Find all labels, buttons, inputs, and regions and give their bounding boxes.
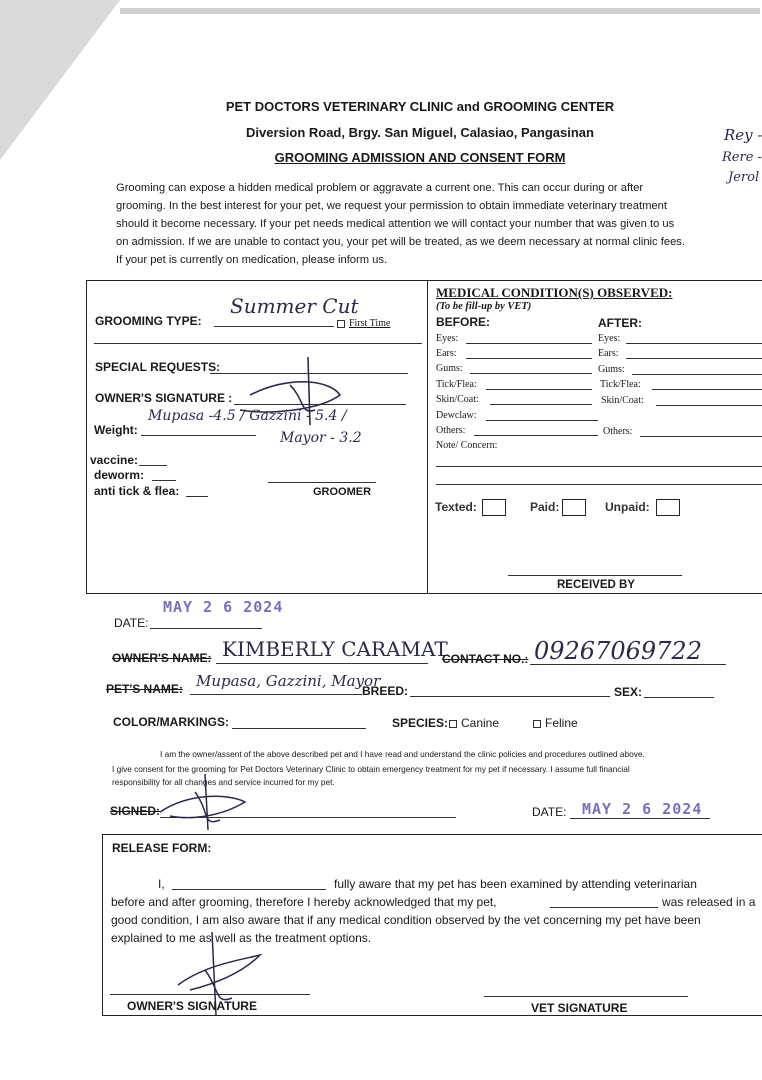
special-requests-label: SPECIAL REQUESTS: <box>95 360 221 374</box>
signed-label: SIGNED: <box>110 804 161 818</box>
consent-line: I give consent for the grooming for Pet Doctors Veterinary Clinic to obtain emergency treatment for my pet if necessary. I assume full financial <box>112 764 630 774</box>
margin-note-3: Jerol <box>728 170 760 185</box>
paid-label: Paid: <box>530 500 560 514</box>
before-gums-line <box>470 373 592 374</box>
owner-name-label: OWNER'S NAME: <box>112 651 212 665</box>
owner-sig-label: OWNER'S SIGNATURE <box>127 999 257 1013</box>
date-stamp: MAY 2 6 2024 <box>163 598 284 616</box>
note-line <box>436 484 762 485</box>
deworm-line <box>152 480 176 481</box>
before-dewclaw: Dewclaw: <box>436 410 477 421</box>
received-by-line <box>508 575 682 576</box>
before-gums: Gums: <box>436 363 463 374</box>
checkbox[interactable] <box>533 720 541 728</box>
grooming-type-label: GROOMING TYPE: <box>95 314 202 328</box>
paid-checkbox[interactable] <box>562 499 586 516</box>
grooming-type-value: Summer Cut <box>230 294 359 318</box>
vaccine-line <box>139 465 167 466</box>
species-label: SPECIES: <box>392 716 449 730</box>
release-line1: fully aware that my pet has been examined by attending veterinarian <box>334 877 697 891</box>
canine-option[interactable]: Canine <box>449 716 499 730</box>
pet-name-label: PET'S NAME: <box>106 682 183 696</box>
after-ears-line <box>626 358 762 359</box>
intro-line: should it become necessary. If your pet needs medical attention we will contact your number that was given to us <box>116 218 675 230</box>
signed-date-line <box>570 818 710 819</box>
clinic-name: PET DOCTORS VETERINARY CLINIC and GROOMING CENTER <box>225 99 615 114</box>
grooming-extra-line <box>94 343 422 344</box>
grooming-type-line <box>214 326 334 327</box>
after-ears: Ears: <box>598 348 619 359</box>
margin-note-2: Rere - <box>722 150 762 165</box>
first-time-checkbox[interactable]: First Time <box>337 318 390 329</box>
release-line3: good condition, I am also aware that if any medical condition observed by the vet concerning my pet have been <box>111 913 701 927</box>
checkbox[interactable] <box>337 320 345 328</box>
pet-name-value: Mupasa, Gazzini, Mayor <box>196 672 381 690</box>
intro-line: Grooming can expose a hidden medical problem or aggravate a current one. This can occur during or after <box>116 182 644 194</box>
after-label: AFTER: <box>598 316 642 330</box>
after-skincoat-line <box>656 405 762 406</box>
after-others-line <box>640 436 762 437</box>
pet-name-line <box>190 694 362 695</box>
weight-value-2: Mayor - 3.2 <box>280 430 362 446</box>
date-label: DATE: <box>114 616 149 630</box>
after-others: Others: <box>603 426 633 437</box>
contact-label: CONTACT NO.: <box>442 652 529 666</box>
groomer-label: GROOMER <box>313 486 372 498</box>
vaccine-label: vaccine: <box>90 453 139 467</box>
release-line4: explained to me as well as the treatment options. <box>111 931 372 945</box>
intro-line: If your pet is currently on medication, please inform us. <box>116 254 388 266</box>
before-others-line <box>474 435 598 436</box>
release-pet-line <box>550 907 658 908</box>
before-tickflea: Tick/Flea: <box>436 379 477 390</box>
vet-sig-line <box>484 996 688 997</box>
medical-subtitle: (To be fill-up by VET) <box>436 301 532 312</box>
before-dewclaw-line <box>486 420 598 421</box>
before-skincoat: Skin/Coat: <box>436 394 479 405</box>
owner-name-value: KIMBERLY CARAMAT <box>222 637 448 661</box>
groomer-line <box>268 482 376 483</box>
release-line2a: before and after grooming, therefore I hereby acknowledged that my pet, <box>111 895 497 909</box>
intro-line: on admission. If we are unable to contact you, your pet will be treated, as we deem necessary at normal clinic fees. <box>116 236 685 248</box>
note-line <box>436 466 762 467</box>
signed-date-stamp: MAY 2 6 2024 <box>582 800 703 818</box>
intro-line: grooming. In the best interest for your pet, we request your permission to obtain immediate veterinary treatment <box>116 200 667 212</box>
note-label: Note/ Concern: <box>436 440 498 451</box>
texted-label: Texted: <box>435 500 477 514</box>
before-tickflea-line <box>486 389 592 390</box>
color-line <box>232 728 366 729</box>
signed-scribble <box>150 772 260 834</box>
release-i: I, <box>158 877 165 891</box>
deworm-label: deworm: <box>94 468 145 482</box>
sex-label: SEX: <box>614 685 643 699</box>
scan-edge <box>120 8 760 14</box>
unpaid-checkbox[interactable] <box>656 499 680 516</box>
after-eyes-line <box>626 343 762 344</box>
owner-name-line <box>216 663 428 664</box>
clinic-address: Diversion Road, Brgy. San Miguel, Calasiao, Pangasinan <box>246 125 594 140</box>
consent-line: responsibility for all changes and service incurred for my pet. <box>112 777 335 787</box>
sex-line <box>644 697 714 698</box>
release-title: RELEASE FORM: <box>112 841 212 855</box>
contact-value: 09267069722 <box>534 637 702 665</box>
form-title: GROOMING ADMISSION AND CONSENT FORM <box>274 150 566 165</box>
weight-line <box>141 435 256 436</box>
after-tickflea: Tick/Flea: <box>600 379 641 390</box>
checkbox[interactable] <box>449 720 457 728</box>
unpaid-label: Unpaid: <box>605 500 650 514</box>
release-name-line <box>172 889 326 890</box>
after-eyes: Eyes: <box>598 333 621 344</box>
before-others: Others: <box>436 425 466 436</box>
breed-label: BREED: <box>362 684 409 698</box>
margin-note-1: Rey - <box>724 126 762 144</box>
after-gums-line <box>632 374 762 375</box>
weight-label: Weight: <box>94 423 138 437</box>
before-label: BEFORE: <box>436 315 490 329</box>
breed-line <box>410 696 610 697</box>
before-ears: Ears: <box>436 348 457 359</box>
feline-option[interactable]: Feline <box>533 716 578 730</box>
received-by-label: RECEIVED BY <box>557 579 635 591</box>
after-gums: Gums: <box>598 364 625 375</box>
anti-tick-label: anti tick & flea: <box>94 484 180 498</box>
signed-date-label: DATE: <box>532 805 567 819</box>
before-skincoat-line <box>490 404 592 405</box>
weight-value-1: Mupasa -4.5 / Gazzini - 5.4 / <box>148 408 347 424</box>
box-divider <box>427 281 428 593</box>
before-eyes-line <box>466 343 592 344</box>
medical-title: MEDICAL CONDITION(S) OBSERVED: <box>436 285 673 300</box>
release-line2b: was released in a <box>662 895 756 909</box>
before-ears-line <box>466 358 592 359</box>
texted-checkbox[interactable] <box>482 499 506 516</box>
anti-tick-line <box>186 496 208 497</box>
vet-sig-label: VET SIGNATURE <box>531 1001 628 1015</box>
owner-signature-label: OWNER'S SIGNATURE : <box>95 391 233 405</box>
before-eyes: Eyes: <box>436 333 459 344</box>
consent-line: I am the owner/assent of the above described pet and I have read and understand the clinic policies and procedures outlined above. <box>160 749 645 759</box>
date-line <box>150 628 262 629</box>
after-tickflea-line <box>652 389 762 390</box>
color-label: COLOR/MARKINGS: <box>113 715 229 729</box>
after-skincoat: Skin/Coat: <box>601 395 644 406</box>
